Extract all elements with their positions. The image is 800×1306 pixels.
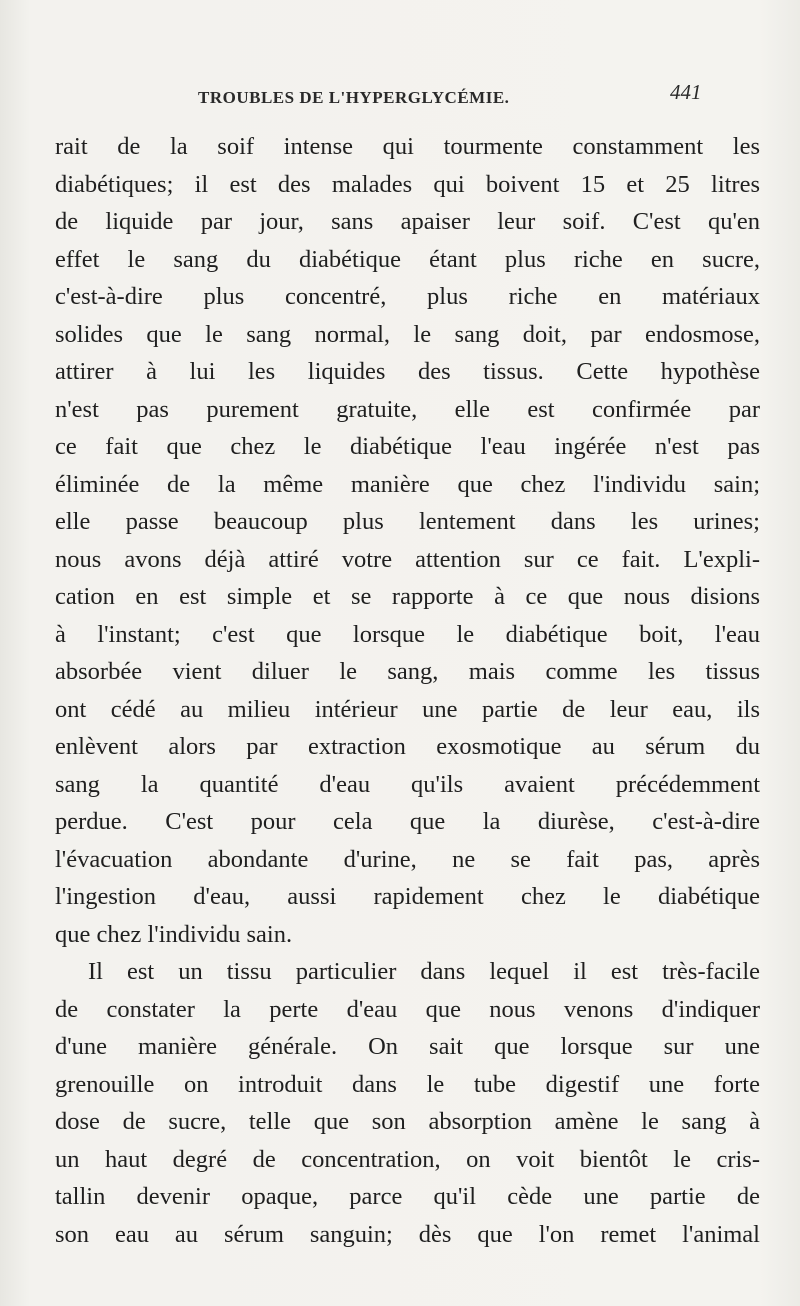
running-title: TROUBLES DE L'HYPERGLYCÉMIE.	[198, 88, 510, 107]
text-line: solides que le sang normal, le sang doit, par endosmose,	[55, 320, 760, 348]
text-line: à l'instant; c'est que lorsque le diabétique boit, l'eau	[55, 620, 760, 648]
text-line: n'est pas purement gratuite, elle est confirmée par	[55, 395, 760, 423]
text-line: attirer à lui les liquides des tissus. Cette hypothèse	[55, 358, 760, 385]
text-line: l'ingestion d'eau, aussi rapidement chez le diabétique	[55, 883, 760, 910]
text-line: son eau au sérum sanguin; dès que l'on remet l'animal	[55, 1220, 760, 1248]
text-line: de liquide par jour, sans apaiser leur soif. C'est qu'en	[55, 208, 760, 235]
running-header	[198, 84, 648, 114]
text-line: un haut degré de concentration, on voit bientôt le cris-	[55, 1145, 760, 1173]
text-line: sang la quantité d'eau qu'ils avaient précédemment	[55, 770, 760, 798]
text-line: absorbée vient diluer le sang, mais comme les tissus	[55, 658, 760, 685]
text-line: nous avons déjà attiré votre attention sur ce fait. L'expli-	[55, 545, 760, 573]
text-line: enlèvent alors par extraction exosmotique au sérum du	[55, 733, 760, 760]
text-line: elle passe beaucoup plus lentement dans les urines;	[55, 508, 760, 535]
text-line: d'une manière générale. On sait que lorsque sur une	[55, 1033, 760, 1060]
text-line: tallin devenir opaque, parce qu'il cède une partie de	[55, 1183, 760, 1210]
text-line: de constater la perte d'eau que nous venons d'indiquer	[55, 995, 760, 1023]
text-line: diabétiques; il est des malades qui boivent 15 et 25 litres	[55, 170, 760, 198]
text-line: cation en est simple et se rapporte à ce que nous disions	[55, 583, 760, 610]
text-line: c'est-à-dire plus concentré, plus riche en matériaux	[55, 283, 760, 310]
page-number: 441	[670, 80, 702, 104]
body-text	[55, 128, 760, 1253]
text-line: l'évacuation abondante d'urine, ne se fait pas, après	[55, 845, 760, 873]
text-line: effet le sang du diabétique étant plus riche en sucre,	[55, 245, 760, 273]
text-line: éliminée de la même manière que chez l'individu sain;	[55, 470, 760, 498]
text-line: perdue. C'est pour cela que la diurèse, c'est-à-dire	[55, 808, 760, 835]
text-line: grenouille on introduit dans le tube digestif une forte	[55, 1070, 760, 1098]
text-line-paragraph-start: Il est un tissu particulier dans lequel il est très-facile	[88, 958, 760, 985]
text-line: dose de sucre, telle que son absorption amène le sang à	[55, 1108, 760, 1135]
text-line: ont cédé au milieu intérieur une partie de leur eau, ils	[55, 695, 760, 723]
text-line: ce fait que chez le diabétique l'eau ingérée n'est pas	[55, 433, 760, 460]
text-line: rait de la soif intense qui tourmente constamment les	[55, 133, 760, 160]
text-line-paragraph-end: que chez l'individu sain.	[55, 920, 293, 948]
